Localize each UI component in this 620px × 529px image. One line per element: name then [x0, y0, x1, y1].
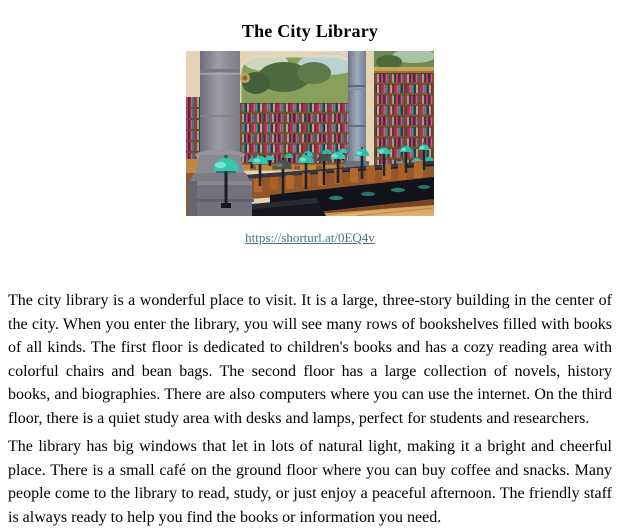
image-source-link[interactable]: https://shorturl.at/0EQ4v: [245, 230, 375, 245]
body-paragraph-2: The library has big windows that let in lots of natural light, making it a bright and cheerful place. There is a small café on the ground floor where you can buy coffee and snacks. Many people come to the library to read, study, or just enjoy a peaceful afternoon. The friendly staff is always ready to help you find the books or information you need.: [8, 438, 612, 526]
body-paragraph-1: The city library is a wonderful place to visit. It is a large, three-story building in the center of the city. When you enter the library, you will see many rows of bookshelves filled with books of all kinds. The first floor is dedicated to children's books and has a cozy reading area with colorful chairs and bean bags. The second floor has a large collection of novels, history books, and biographies. There are also computers where you can use the internet. On the third floor, there is a quiet study area with desks and lamps, perfect for students and researchers.: [8, 292, 612, 427]
library-photo: [186, 51, 434, 216]
mural-right: [374, 51, 434, 73]
gold-medallion: [240, 73, 250, 83]
mural-center: [240, 53, 358, 103]
page-title: The City Library: [241, 21, 379, 41]
document-page: [0, 21, 620, 529]
body-content: [0, 289, 620, 529]
library-photo-illustration: [186, 51, 434, 216]
image-caption: [0, 229, 620, 247]
